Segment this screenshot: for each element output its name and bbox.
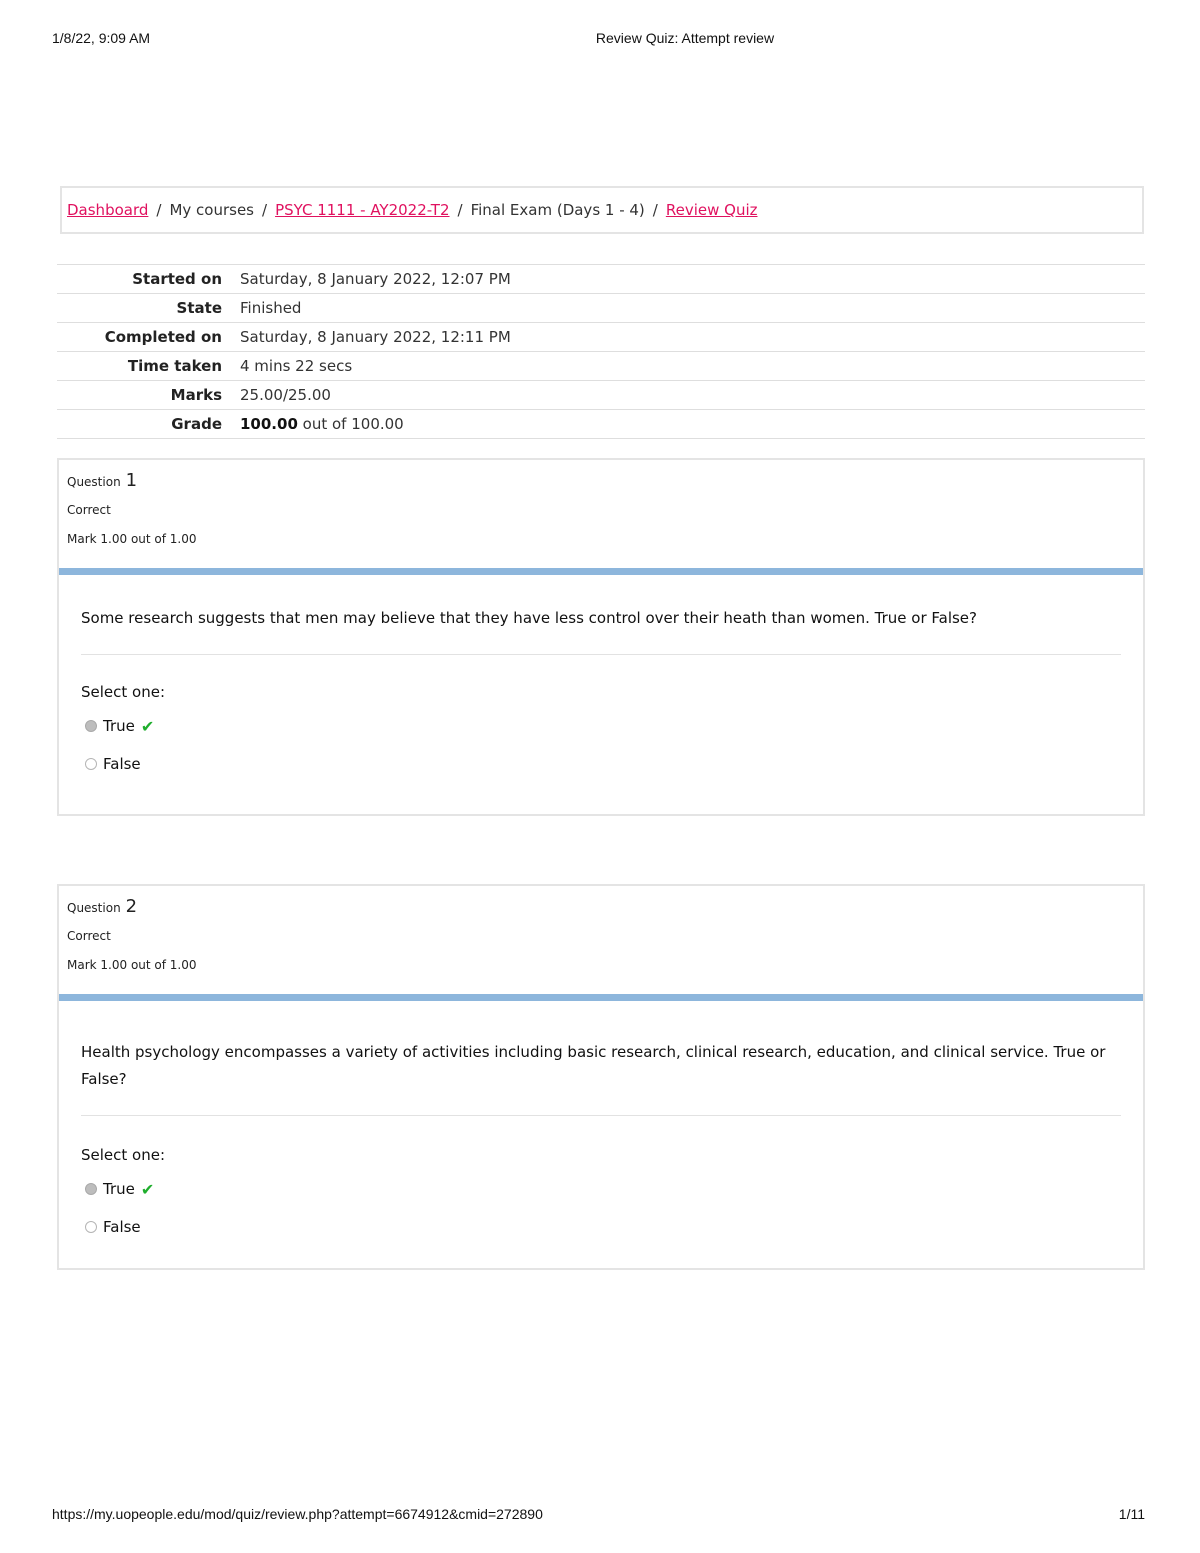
check-icon: ✔ (140, 716, 155, 736)
grade-score: 100.00 (240, 415, 298, 433)
summary-row-completed (57, 323, 1145, 352)
summary-label: Grade (57, 410, 240, 439)
question-number: 2 (125, 896, 138, 917)
question-text: Health psychology encompasses a variety of activities including basic research, clinical research, education, and clinical service. True or False? (81, 1043, 1106, 1088)
print-datetime: 1/8/22, 9:09 AM (52, 30, 151, 46)
attempt-summary-table (57, 264, 1145, 439)
question-info (59, 460, 1143, 568)
breadcrumb-dashboard[interactable]: Dashboard (67, 201, 149, 219)
summary-value (240, 410, 1145, 439)
summary-value: Saturday, 8 January 2022, 12:07 PM (240, 265, 1145, 294)
question-content (59, 1001, 1143, 1240)
summary-label: Marks (57, 381, 240, 410)
check-icon: ✔ (140, 1179, 155, 1199)
summary-row-grade (57, 410, 1145, 439)
question-separator (81, 654, 1121, 655)
summary-label: State (57, 294, 240, 323)
summary-row-state (57, 294, 1145, 323)
option-false[interactable] (81, 1214, 1121, 1240)
radio-icon[interactable] (85, 1221, 97, 1233)
question-mark: Mark 1.00 out of 1.00 (67, 958, 197, 972)
question-label: Question (67, 901, 121, 915)
summary-value: 25.00/25.00 (240, 381, 1145, 410)
breadcrumb-course[interactable]: PSYC 1111 - AY2022-T2 (275, 201, 450, 219)
breadcrumb-review-quiz[interactable]: Review Quiz (665, 201, 758, 219)
breadcrumb (60, 186, 1144, 234)
breadcrumb-separator: / (457, 201, 463, 219)
select-one-label: Select one: (81, 683, 166, 701)
question-divider-bar (59, 568, 1143, 575)
print-page-number: 1/11 (1118, 1506, 1145, 1522)
radio-icon-selected[interactable] (85, 1183, 97, 1195)
question-mark: Mark 1.00 out of 1.00 (67, 532, 197, 546)
option-true[interactable] (81, 1176, 1121, 1202)
summary-row-time-taken (57, 352, 1145, 381)
radio-icon[interactable] (85, 758, 97, 770)
option-label: True (103, 1180, 135, 1198)
question-2 (57, 884, 1145, 1270)
question-text: Some research suggests that men may believe that they have less control over their heath than women. True or False? (81, 609, 978, 627)
question-1 (57, 458, 1145, 816)
summary-row-started (57, 265, 1145, 294)
question-content (59, 575, 1143, 777)
summary-label: Started on (57, 265, 240, 294)
option-label: False (103, 1218, 141, 1236)
option-false[interactable] (81, 751, 1121, 777)
question-separator (81, 1115, 1121, 1116)
select-one-label: Select one: (81, 1146, 166, 1164)
summary-label: Time taken (57, 352, 240, 381)
option-true[interactable] (81, 713, 1121, 739)
summary-value: Finished (240, 294, 1145, 323)
question-number: 1 (125, 470, 138, 491)
print-url: https://my.uopeople.edu/mod/quiz/review.php?attempt=6674912&cmid=272890 (52, 1506, 543, 1522)
summary-row-marks (57, 381, 1145, 410)
option-label: True (103, 717, 135, 735)
breadcrumb-separator: / (652, 201, 658, 219)
option-label: False (103, 755, 141, 773)
question-status: Correct (67, 503, 111, 517)
breadcrumb-my-courses: My courses (169, 201, 254, 219)
summary-value: Saturday, 8 January 2022, 12:11 PM (240, 323, 1145, 352)
breadcrumb-separator: / (262, 201, 268, 219)
question-divider-bar (59, 994, 1143, 1001)
question-label: Question (67, 475, 121, 489)
question-status: Correct (67, 929, 111, 943)
grade-out-of: out of 100.00 (302, 415, 404, 433)
summary-value: 4 mins 22 secs (240, 352, 1145, 381)
question-info (59, 886, 1143, 994)
print-title: Review Quiz: Attempt review (595, 30, 775, 46)
radio-icon-selected[interactable] (85, 720, 97, 732)
breadcrumb-final-exam: Final Exam (Days 1 - 4) (470, 201, 645, 219)
breadcrumb-separator: / (156, 201, 162, 219)
summary-label: Completed on (57, 323, 240, 352)
